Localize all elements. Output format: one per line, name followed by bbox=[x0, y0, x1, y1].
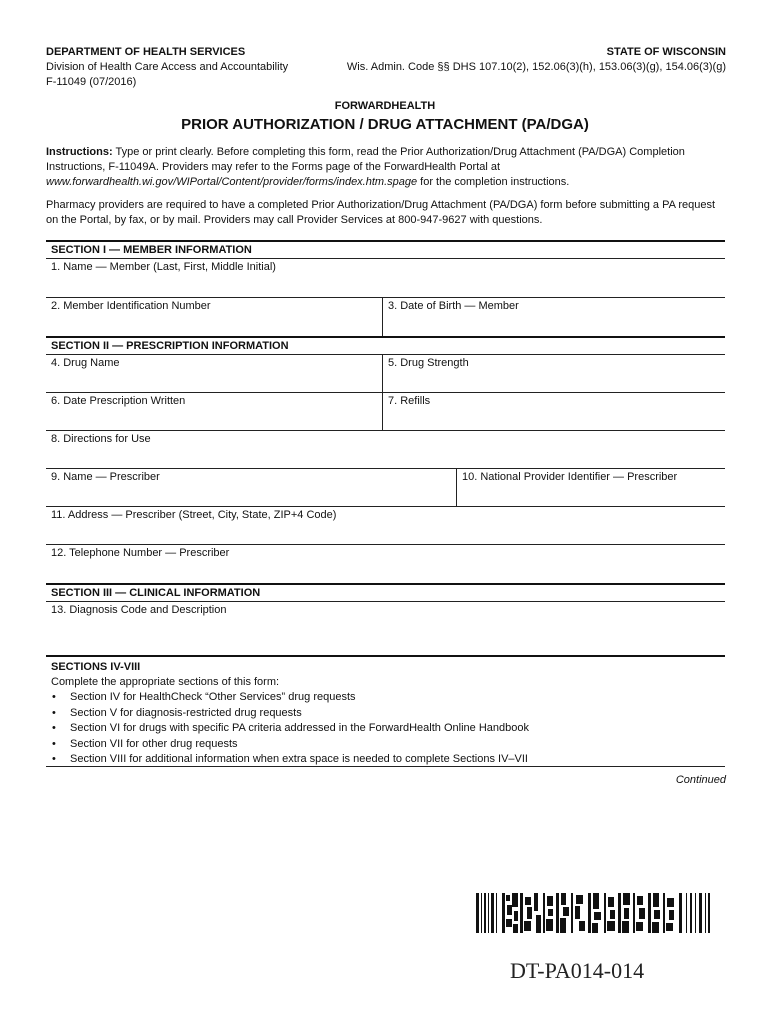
section-2-header bbox=[46, 336, 725, 354]
prescriber-phone-field[interactable] bbox=[46, 544, 725, 583]
sections-iv-viii bbox=[46, 655, 725, 767]
prescriber-npi-label: 10. National Provider Identifier — Prescriber bbox=[462, 471, 678, 483]
list-item: • Section VII for other drug requests bbox=[46, 737, 725, 753]
admin-code: Wis. Admin. Code §§ DHS 107.10(2), 152.06(3)(h), 153.06(3)(g), 154.06(3)(g) bbox=[346, 61, 726, 73]
member-name-label: 1. Name — Member (Last, First, Middle Initial) bbox=[51, 261, 276, 273]
state-header bbox=[347, 45, 726, 75]
member-name-field[interactable] bbox=[46, 258, 725, 297]
directions-field[interactable] bbox=[46, 430, 725, 468]
drug-row bbox=[46, 354, 725, 392]
prescriber-name-field[interactable] bbox=[46, 469, 456, 506]
drug-strength-field[interactable] bbox=[382, 355, 725, 392]
drug-name-field[interactable] bbox=[46, 355, 382, 392]
section-1-title: SECTION I — MEMBER INFORMATION bbox=[51, 244, 252, 256]
state-name: STATE OF WISCONSIN bbox=[606, 46, 726, 58]
drug-name-label: 4. Drug Name bbox=[51, 357, 120, 369]
list-item: • Section VI for drugs with specific PA criteria addressed in the ForwardHealth Online Handbook bbox=[46, 721, 725, 737]
section-1-header bbox=[46, 240, 725, 258]
member-dob-field[interactable] bbox=[382, 298, 725, 336]
continued-note: Continued bbox=[675, 774, 726, 786]
prescriber-address-field[interactable] bbox=[46, 506, 725, 544]
member-id-dob-row bbox=[46, 297, 725, 336]
date-written-label: 6. Date Prescription Written bbox=[51, 395, 186, 407]
date-written-field[interactable] bbox=[46, 393, 382, 430]
list-item: • Section V for diagnosis-restricted drug requests bbox=[46, 706, 725, 722]
instructions-text: Type or print clearly. Before completing this form, read the Prior Authorization/Drug Attachment (PA/DGA) Completion Instructions, F-11049A. Providers may refer to the Forms page of the ForwardHealth Portal at bbox=[46, 146, 685, 173]
diagnosis-label: 13. Diagnosis Code and Description bbox=[51, 604, 227, 616]
member-id-label: 2. Member Identification Number bbox=[51, 300, 211, 312]
prescription-date-row bbox=[46, 392, 725, 430]
form-title-block bbox=[0, 100, 770, 133]
refills-field[interactable] bbox=[382, 393, 725, 430]
list-item: • Section IV for HealthCheck “Other Services” drug requests bbox=[46, 690, 725, 706]
directions-label: 8. Directions for Use bbox=[51, 433, 151, 445]
instructions bbox=[46, 145, 726, 190]
member-dob-label: 3. Date of Birth — Member bbox=[388, 300, 519, 312]
program-name: FORWARDHEALTH bbox=[334, 100, 436, 112]
member-id-field[interactable] bbox=[46, 298, 382, 336]
prescriber-phone-label: 12. Telephone Number — Prescriber bbox=[51, 547, 230, 559]
prescriber-name-label: 9. Name — Prescriber bbox=[51, 471, 160, 483]
list-item: • Section VIII for additional information when extra space is needed to complete Sections IV–VII bbox=[46, 752, 725, 768]
portal-url[interactable]: www.forwardhealth.wi.gov/WIPortal/Content/provider/forms/index.htm.spage bbox=[46, 176, 418, 188]
barcode-image bbox=[476, 893, 710, 933]
sections-iv-viii-title: SECTIONS IV-VIII bbox=[51, 661, 141, 673]
form-number: F-11049 (07/2016) bbox=[46, 76, 137, 88]
section-3-header bbox=[46, 583, 725, 601]
section-2-title: SECTION II — PRESCRIPTION INFORMATION bbox=[51, 340, 289, 352]
department-name: DEPARTMENT OF HEALTH SERVICES bbox=[46, 46, 246, 58]
prescriber-row bbox=[46, 468, 725, 506]
sections-intro: Complete the appropriate sections of this form: bbox=[51, 676, 280, 688]
prescriber-npi-field[interactable] bbox=[456, 469, 725, 506]
drug-strength-label: 5. Drug Strength bbox=[388, 357, 469, 369]
diagnosis-field[interactable] bbox=[46, 601, 725, 655]
refills-label: 7. Refills bbox=[388, 395, 431, 407]
form-body bbox=[46, 240, 725, 767]
agency-header bbox=[46, 45, 288, 90]
sections-list bbox=[46, 690, 725, 768]
pharmacy-note: Pharmacy providers are required to have a completed Prior Authorization/Drug Attachment (PA/DGA) form before submitting a PA request on the Portal, by fax, or by mail. Providers may call Provider Services at 800-947-9627 with questions. bbox=[46, 199, 716, 226]
section-3-title: SECTION III — CLINICAL INFORMATION bbox=[51, 587, 261, 599]
form-title: PRIOR AUTHORIZATION / DRUG ATTACHMENT (PA/DGA) bbox=[181, 116, 589, 133]
instructions-label: Instructions: bbox=[46, 146, 113, 158]
division-name: Division of Health Care Access and Accountability bbox=[46, 61, 289, 73]
document-code: DT-PA014-014 bbox=[510, 958, 645, 983]
instructions-text-end: for the completion instructions. bbox=[417, 176, 570, 188]
prescriber-address-label: 11. Address — Prescriber (Street, City, State, ZIP+4 Code) bbox=[51, 509, 337, 521]
